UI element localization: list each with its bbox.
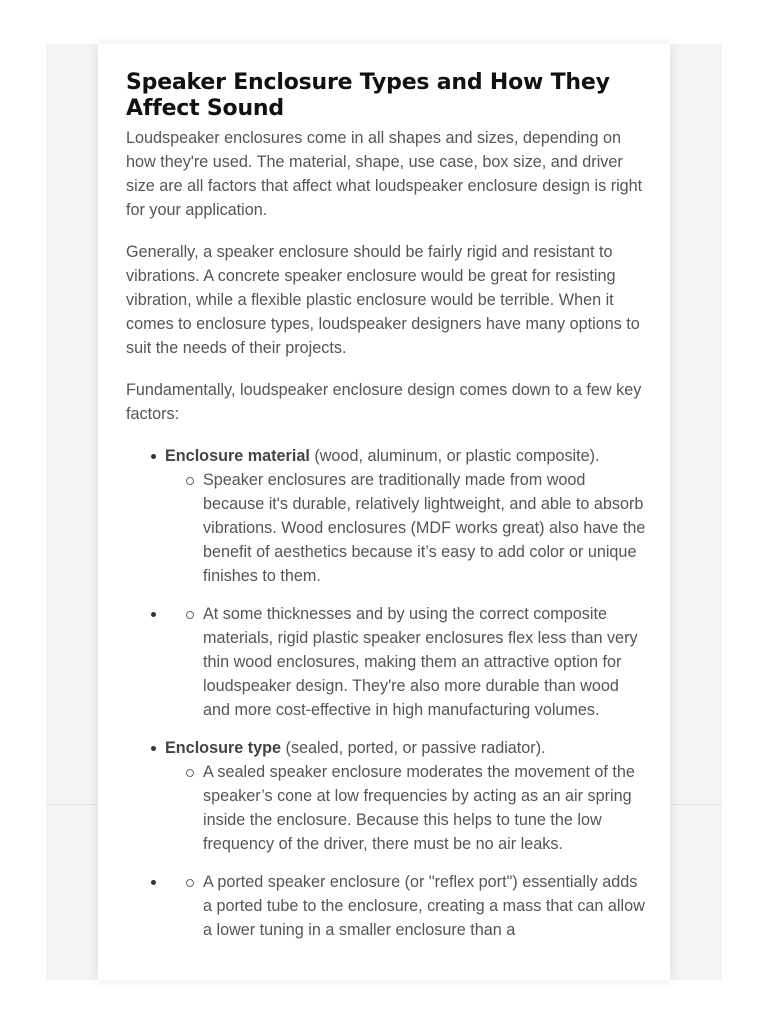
list-item-enclosure-type	[146, 736, 646, 856]
sub-list-item: Speaker enclosures are traditionally made from wood because it's durable, relatively lightweight, and able to absorb vibrations. Wood enclosures (MDF works great) also have the benefit of aesthetics because it’s easy to add color or unique finishes to them.	[184, 468, 646, 588]
factor-label: Enclosure type	[165, 739, 282, 757]
article-content	[126, 70, 646, 956]
list-item-composite	[146, 602, 646, 722]
intro-paragraph: Loudspeaker enclosures come in all shapes and sizes, depending on how they're used. The material, shape, use case, box size, and driver size are all factors that affect what loudspeaker enclosure design is right for your application.	[126, 129, 643, 219]
sub-list-item: At some thicknesses and by using the correct composite materials, rigid plastic speaker enclosures flex less than very thin wood enclosures, making them an attractive option for loudspeaker design. They're also more durable than wood and more cost-effective in high manufacturing volumes.	[184, 602, 646, 722]
article-title: Speaker Enclosure Types and How They Affect Sound	[126, 70, 610, 121]
sub-list	[184, 468, 646, 588]
rigidity-paragraph: Generally, a speaker enclosure should be fairly rigid and resistant to vibrations. A concrete speaker enclosure would be great for resisting vibration, while a flexible plastic enclosure would be terrible. When it comes to enclosure types, loudspeaker designers have many options to suit the needs of their projects.	[126, 243, 640, 357]
sub-list	[184, 602, 646, 722]
factor-detail: (sealed, ported, or passive radiator).	[281, 739, 546, 757]
factor-detail: (wood, aluminum, or plastic composite).	[309, 447, 600, 465]
list-item-enclosure-material	[146, 444, 646, 588]
key-factors-list	[146, 444, 646, 942]
factor-label: Enclosure material	[165, 447, 310, 465]
sub-list	[184, 870, 646, 942]
sub-list-item: A ported speaker enclosure (or "reflex port") essentially adds a ported tube to the enclosure, creating a mass that can allow a lower tuning in a smaller enclosure than a	[184, 870, 646, 942]
sub-list	[184, 760, 646, 856]
key-factors-paragraph: Fundamentally, loudspeaker enclosure design comes down to a few key factors:	[126, 381, 642, 423]
article-card	[98, 44, 670, 980]
list-item-ported	[146, 870, 646, 942]
sub-list-item: A sealed speaker enclosure moderates the movement of the speaker’s cone at low frequencies by acting as an air spring inside the enclosure. Because this helps to tune the low frequency of the driver, there must be no air leaks.	[184, 760, 646, 856]
